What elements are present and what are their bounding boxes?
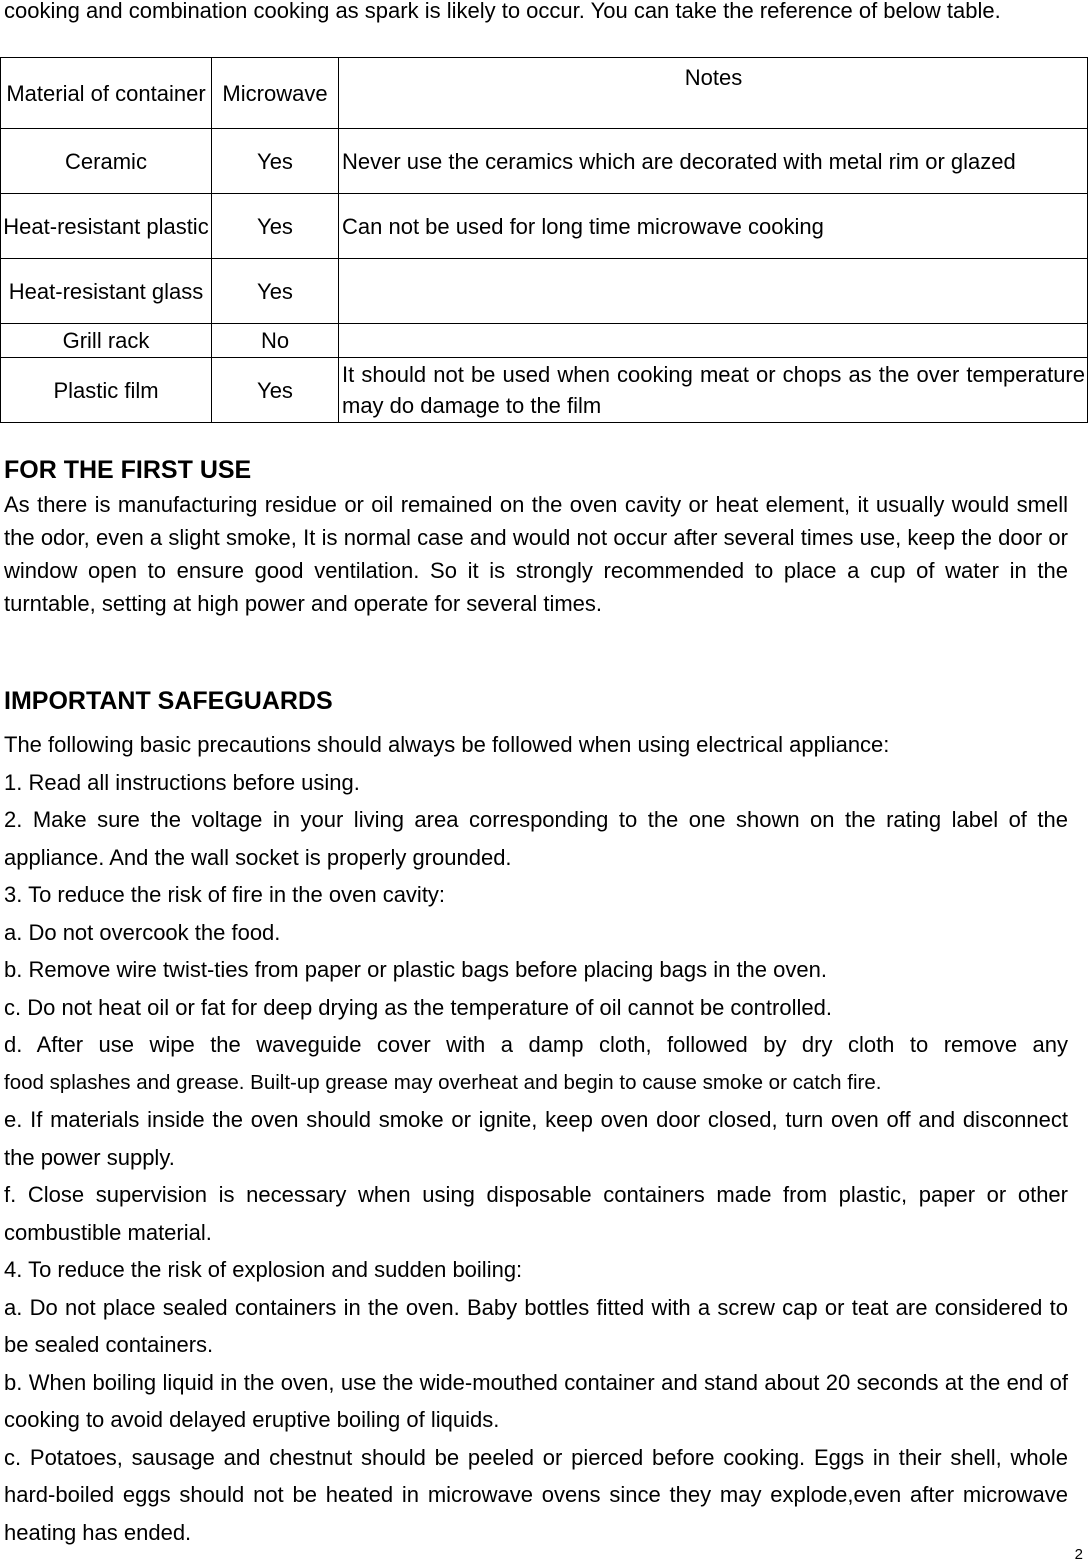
intro-paragraph: cooking and combination cooking as spark is likely to occur. You can take the reference of below table. bbox=[4, 0, 1001, 23]
table-row bbox=[1, 129, 1088, 194]
table-row bbox=[1, 259, 1088, 324]
cell-notes bbox=[339, 259, 1088, 324]
cell-notes: Never use the ceramics which are decorated with metal rim or glazed bbox=[339, 129, 1088, 194]
list-item: e. If materials inside the oven should smoke or ignite, keep oven door closed, turn oven off and disconnect the power supply. bbox=[4, 1107, 1068, 1170]
cell-notes bbox=[339, 324, 1088, 358]
safeguards-list bbox=[4, 726, 1068, 1551]
page-number: 2 bbox=[1074, 1546, 1083, 1563]
header-material: Material of container bbox=[1, 58, 212, 129]
list-item: 3. To reduce the risk of fire in the oven cavity: bbox=[4, 882, 446, 907]
list-item: c. Potatoes, sausage and chestnut should be peeled or pierced before cooking. Eggs in their shell, whole hard-boiled eggs should not be heated in microwave ovens since they may explode,even after microwave heating has ended. bbox=[4, 1444, 1068, 1545]
cell-microwave: Yes bbox=[212, 129, 339, 194]
cell-microwave: Yes bbox=[212, 358, 339, 423]
table-row bbox=[1, 358, 1088, 423]
cell-microwave: No bbox=[212, 324, 339, 358]
cell-notes: Can not be used for long time microwave cooking bbox=[339, 194, 1088, 259]
header-microwave: Microwave bbox=[212, 58, 339, 129]
first-use-heading: FOR THE FIRST USE bbox=[4, 456, 252, 484]
list-item: food splashes and grease. Built-up grease may overheat and begin to cause smoke or catch fire. bbox=[4, 1070, 882, 1094]
table-header-row bbox=[1, 58, 1088, 129]
list-item: b. When boiling liquid in the oven, use the wide-mouthed container and stand about 20 seconds at the end of cooking to avoid delayed eruptive boiling of liquids. bbox=[4, 1369, 1068, 1432]
list-item: b. Remove wire twist-ties from paper or plastic bags before placing bags in the oven. bbox=[4, 957, 827, 982]
table-row bbox=[1, 324, 1088, 358]
cell-notes: It should not be used when cooking meat or chops as the over temperature may do damage to the film bbox=[339, 358, 1088, 423]
cell-material: Heat-resistant glass bbox=[1, 259, 212, 324]
list-item: d. After use wipe the waveguide cover with a damp cloth, followed by dry cloth to remove any bbox=[4, 1032, 1068, 1057]
list-item: 2. Make sure the voltage in your living area corresponding to the one shown on the rating label of the appliance. And the wall socket is properly grounded. bbox=[4, 807, 1068, 870]
header-notes: Notes bbox=[339, 58, 1088, 129]
list-item: 1. Read all instructions before using. bbox=[4, 769, 360, 795]
list-item: 4. To reduce the risk of explosion and sudden boiling: bbox=[4, 1257, 523, 1282]
list-item: The following basic precautions should always be followed when using electrical appliance: bbox=[4, 732, 890, 757]
list-item: a. Do not place sealed containers in the oven. Baby bottles fitted with a screw cap or teat are considered to be sealed containers. bbox=[4, 1294, 1068, 1357]
first-use-paragraph: As there is manufacturing residue or oil remained on the oven cavity or heat element, it usually would smell the odor, even a slight smoke, It is normal case and would not occur after several times use, keep the door or window open to ensure good ventilation. So it is strongly recommended to place a cup of water in the turntable, setting at high power and operate for several times. bbox=[4, 492, 1068, 616]
list-item: c. Do not heat oil or fat for deep drying as the temperature of oil cannot be controlled. bbox=[4, 994, 832, 1020]
container-table bbox=[0, 57, 1088, 423]
cell-material: Grill rack bbox=[1, 324, 212, 358]
list-item: f. Close supervision is necessary when using disposable containers made from plastic, paper or other combustible material. bbox=[4, 1182, 1068, 1245]
cell-material: Plastic film bbox=[1, 358, 212, 423]
safeguards-heading: IMPORTANT SAFEGUARDS bbox=[4, 687, 333, 715]
list-item: a. Do not overcook the food. bbox=[4, 919, 281, 945]
cell-microwave: Yes bbox=[212, 194, 339, 259]
cell-material: Heat-resistant plastic bbox=[1, 194, 212, 259]
cell-microwave: Yes bbox=[212, 259, 339, 324]
cell-material: Ceramic bbox=[1, 129, 212, 194]
table-row bbox=[1, 194, 1088, 259]
